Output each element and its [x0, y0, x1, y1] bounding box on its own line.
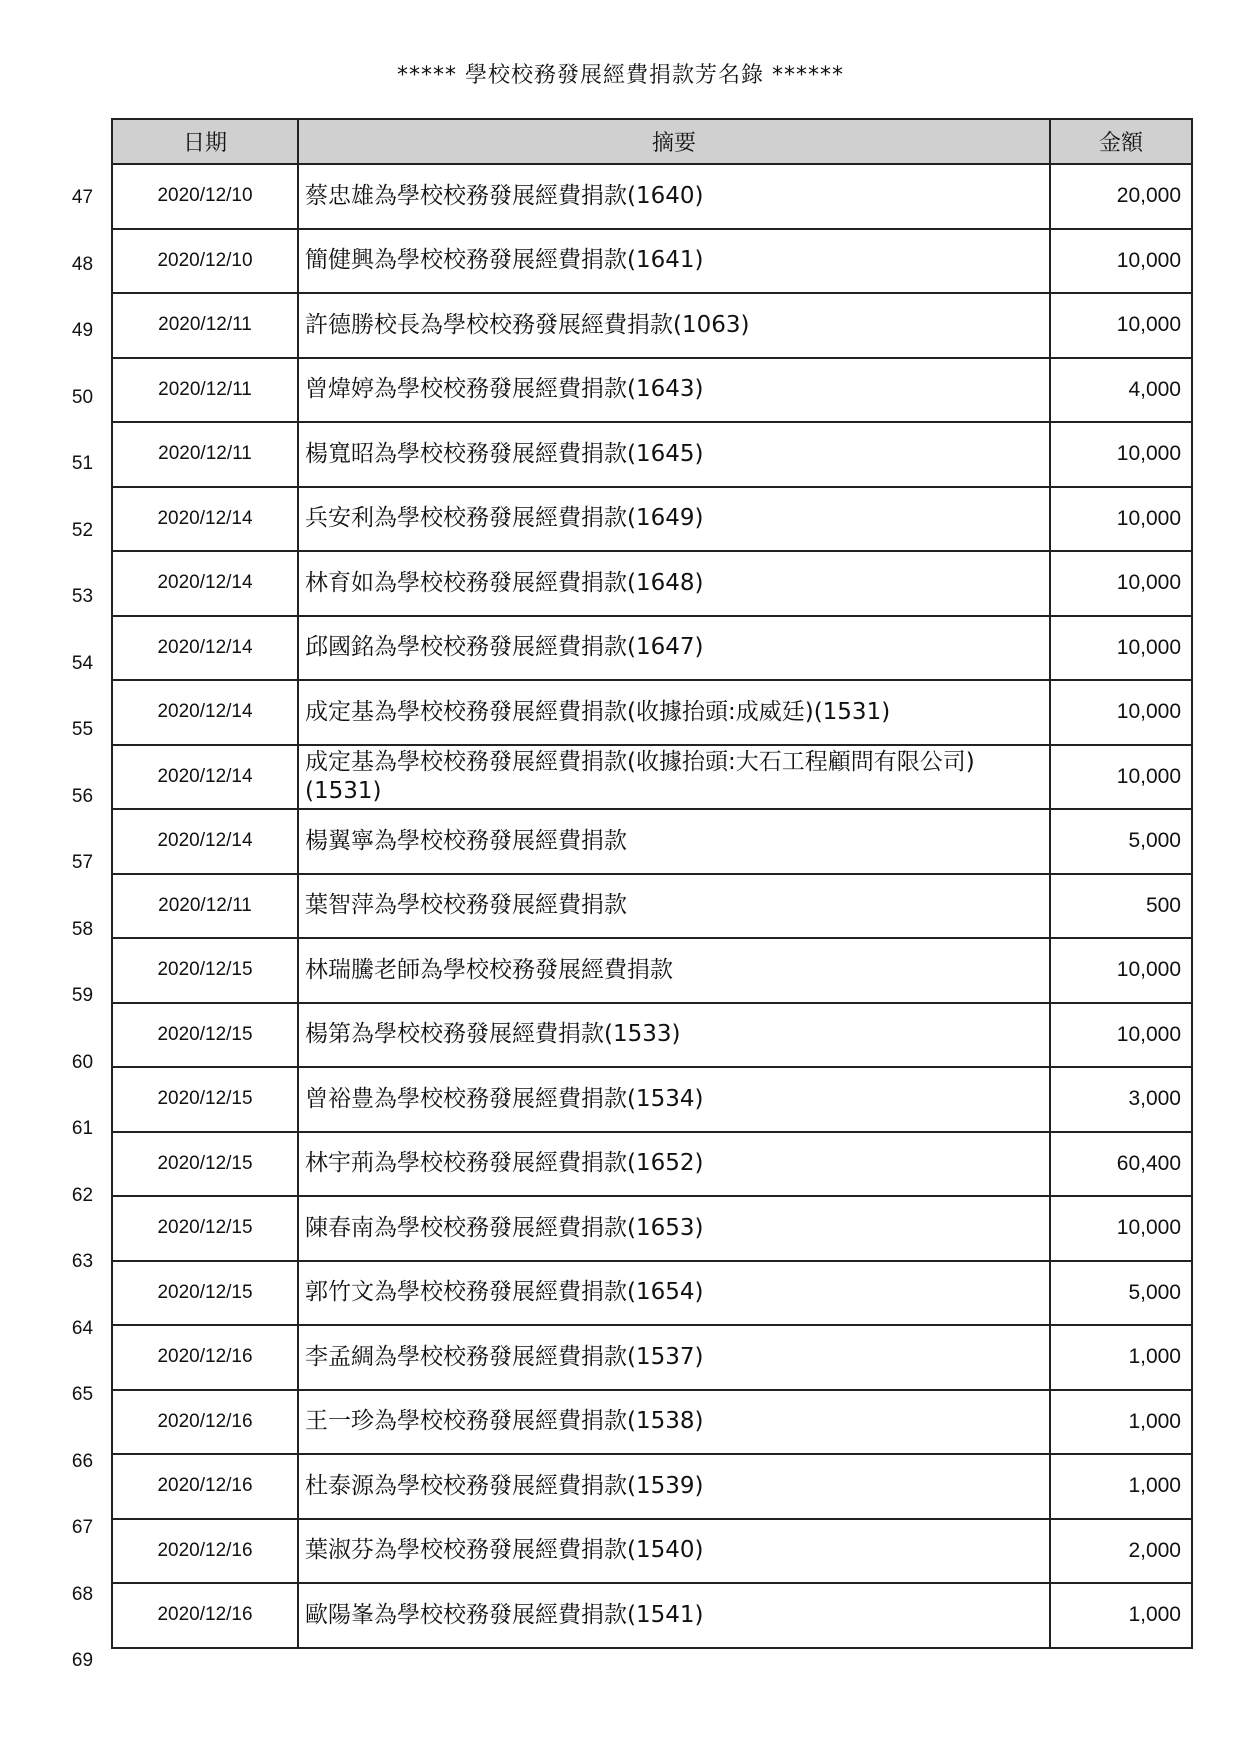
table-row	[112, 874, 1192, 939]
date-cell: 2020/12/14	[112, 809, 298, 874]
date-cell: 2020/12/15	[112, 1261, 298, 1326]
row-number: 61	[71, 1118, 94, 1139]
date-cell: 2020/12/16	[112, 1390, 298, 1455]
table-row	[112, 1067, 1192, 1132]
row-number-column	[55, 165, 110, 1695]
summary-cell: 曾煒婷為學校校務發展經費捐款(1643)	[298, 358, 1050, 423]
summary-cell: 許德勝校長為學校校務發展經費捐款(1063)	[298, 293, 1050, 358]
summary-cell: 簡健興為學校校務發展經費捐款(1641)	[298, 229, 1050, 294]
date-cell: 2020/12/16	[112, 1454, 298, 1519]
row-number: 55	[71, 719, 94, 740]
row-number: 56	[71, 785, 94, 807]
date-cell: 2020/12/14	[112, 487, 298, 552]
table-row	[112, 422, 1192, 487]
amount-cell: 10,000	[1050, 551, 1192, 616]
table-header-row	[112, 119, 1192, 164]
amount-cell: 10,000	[1050, 229, 1192, 294]
table-row	[112, 938, 1192, 1003]
summary-cell: 曾裕豊為學校校務發展經費捐款(1534)	[298, 1067, 1050, 1132]
amount-cell: 10,000	[1050, 487, 1192, 552]
amount-cell: 10,000	[1050, 616, 1192, 681]
row-number: 54	[71, 652, 94, 674]
summary-cell: 杜泰源為學校校務發展經費捐款(1539)	[298, 1454, 1050, 1519]
summary-cell: 葉淑芬為學校校務發展經費捐款(1540)	[298, 1519, 1050, 1584]
table-row	[112, 680, 1192, 745]
date-cell: 2020/12/14	[112, 680, 298, 745]
amount-cell: 2,000	[1050, 1519, 1192, 1584]
table-row	[112, 1132, 1192, 1197]
amount-cell: 1,000	[1050, 1583, 1192, 1648]
table-row	[112, 551, 1192, 616]
header-summary: 摘要	[298, 119, 1050, 164]
table-row	[112, 358, 1192, 423]
table-row	[112, 1390, 1192, 1455]
header-amount: 金額	[1050, 119, 1192, 164]
row-number: 47	[71, 187, 94, 208]
amount-cell: 1,000	[1050, 1454, 1192, 1519]
date-cell: 2020/12/10	[112, 229, 298, 294]
amount-cell: 3,000	[1050, 1067, 1192, 1132]
amount-cell: 10,000	[1050, 1196, 1192, 1261]
date-cell: 2020/12/11	[112, 358, 298, 423]
amount-cell: 10,000	[1050, 938, 1192, 1003]
date-cell: 2020/12/15	[112, 1067, 298, 1132]
row-number: 49	[71, 320, 94, 341]
header-date: 日期	[112, 119, 298, 164]
row-number: 51	[71, 453, 94, 474]
date-cell: 2020/12/11	[112, 293, 298, 358]
row-number: 69	[71, 1650, 94, 1671]
table-row	[112, 809, 1192, 874]
date-cell: 2020/12/16	[112, 1325, 298, 1390]
summary-cell: 王一珍為學校校務發展經費捐款(1538)	[298, 1390, 1050, 1455]
summary-cell: 李孟綢為學校校務發展經費捐款(1537)	[298, 1325, 1050, 1390]
amount-cell: 500	[1050, 874, 1192, 939]
summary-cell: 葉智萍為學校校務發展經費捐款	[298, 874, 1050, 939]
amount-cell: 20,000	[1050, 164, 1192, 229]
row-number: 60	[71, 1051, 94, 1073]
date-cell: 2020/12/14	[112, 551, 298, 616]
table-row	[112, 1519, 1192, 1584]
date-cell: 2020/12/10	[112, 164, 298, 229]
date-cell: 2020/12/16	[112, 1583, 298, 1648]
row-number: 62	[71, 1184, 94, 1206]
summary-cell: 成定基為學校校務發展經費捐款(收據抬頭:成威廷)(1531)	[298, 680, 1050, 745]
table-row	[112, 745, 1192, 810]
row-number: 63	[71, 1251, 94, 1272]
page-title: ***** 學校校務發展經費捐款芳名錄 ******	[397, 63, 844, 88]
table-row	[112, 293, 1192, 358]
summary-cell: 歐陽峯為學校校務發展經費捐款(1541)	[298, 1583, 1050, 1648]
amount-cell: 10,000	[1050, 745, 1192, 810]
row-number: 58	[71, 918, 94, 940]
table-row	[112, 1583, 1192, 1648]
amount-cell: 1,000	[1050, 1390, 1192, 1455]
amount-cell: 10,000	[1050, 680, 1192, 745]
date-cell: 2020/12/11	[112, 422, 298, 487]
table-row	[112, 1325, 1192, 1390]
table-row	[112, 1261, 1192, 1326]
row-number: 52	[71, 519, 94, 541]
date-cell: 2020/12/11	[112, 874, 298, 939]
table-row	[112, 164, 1192, 229]
row-number: 57	[71, 852, 94, 873]
summary-cell: 成定基為學校校務發展經費捐款(收據抬頭:大石工程顧問有限公司)(1531)	[298, 745, 1050, 810]
date-cell: 2020/12/15	[112, 1003, 298, 1068]
summary-cell: 蔡忠雄為學校校務發展經費捐款(1640)	[298, 164, 1050, 229]
row-number: 64	[71, 1317, 94, 1339]
amount-cell: 10,000	[1050, 293, 1192, 358]
amount-cell: 4,000	[1050, 358, 1192, 423]
date-cell: 2020/12/14	[112, 745, 298, 810]
summary-cell: 林瑞騰老師為學校校務發展經費捐款	[298, 938, 1050, 1003]
row-number: 68	[71, 1583, 94, 1605]
row-number: 53	[71, 586, 94, 607]
summary-cell: 陳春南為學校校務發展經費捐款(1653)	[298, 1196, 1050, 1261]
table-row	[112, 229, 1192, 294]
amount-cell: 1,000	[1050, 1325, 1192, 1390]
table-row	[112, 1454, 1192, 1519]
table-row	[112, 1196, 1192, 1261]
table-row	[112, 487, 1192, 552]
amount-cell: 10,000	[1050, 1003, 1192, 1068]
summary-cell: 林育如為學校校務發展經費捐款(1648)	[298, 551, 1050, 616]
donation-table	[111, 118, 1193, 1649]
summary-cell: 林宇荊為學校校務發展經費捐款(1652)	[298, 1132, 1050, 1197]
amount-cell: 5,000	[1050, 809, 1192, 874]
summary-cell: 邱國銘為學校校務發展經費捐款(1647)	[298, 616, 1050, 681]
summary-cell: 楊第為學校校務發展經費捐款(1533)	[298, 1003, 1050, 1068]
table-row	[112, 1003, 1192, 1068]
summary-cell: 楊寬昭為學校校務發展經費捐款(1645)	[298, 422, 1050, 487]
date-cell: 2020/12/16	[112, 1519, 298, 1584]
amount-cell: 60,400	[1050, 1132, 1192, 1197]
summary-cell: 楊翼寧為學校校務發展經費捐款	[298, 809, 1050, 874]
date-cell: 2020/12/14	[112, 616, 298, 681]
row-number: 66	[71, 1450, 94, 1472]
row-number: 48	[71, 253, 94, 275]
row-number: 59	[71, 985, 94, 1006]
summary-cell: 兵安利為學校校務發展經費捐款(1649)	[298, 487, 1050, 552]
date-cell: 2020/12/15	[112, 938, 298, 1003]
table-row	[112, 616, 1192, 681]
row-number: 65	[71, 1384, 94, 1405]
amount-cell: 10,000	[1050, 422, 1192, 487]
row-number: 67	[71, 1517, 94, 1538]
row-number: 50	[71, 386, 94, 408]
amount-cell: 5,000	[1050, 1261, 1192, 1326]
date-cell: 2020/12/15	[112, 1132, 298, 1197]
summary-cell: 郭竹文為學校校務發展經費捐款(1654)	[298, 1261, 1050, 1326]
date-cell: 2020/12/15	[112, 1196, 298, 1261]
